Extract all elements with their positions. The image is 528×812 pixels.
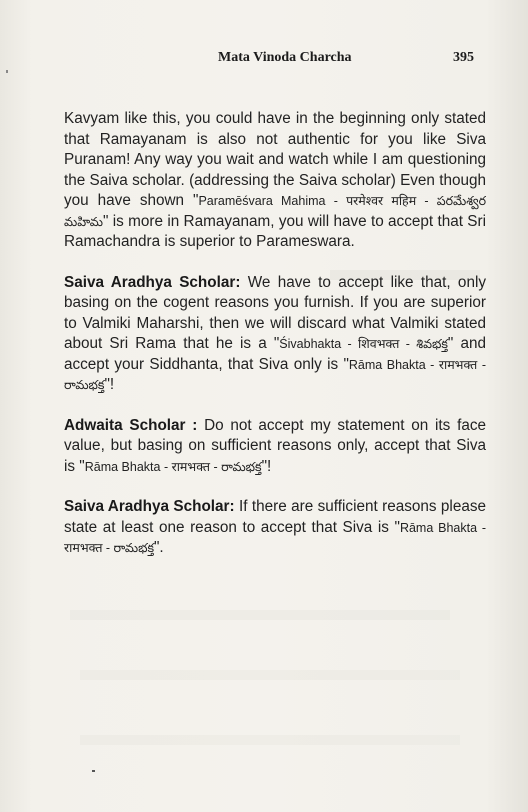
dialogue-paragraph (64, 416, 486, 478)
transliteration: Rāma Bhakta - रामभक्त - రామభక్త (64, 357, 486, 392)
transliteration: Śivabhakta - शिवभक्त - శివభక్త (279, 337, 448, 351)
speaker-label: Saiva Aradhya Scholar: (64, 498, 235, 515)
speaker-label: Saiva Aradhya Scholar: (64, 273, 241, 291)
text-segment: " and accept your Siddhanta, that Siva only is " (64, 335, 487, 373)
text-segment: Do not accept my statement on its face value, but basing on sufficient reasons only, accept that Siva is " (64, 416, 486, 475)
paragraph (64, 109, 486, 253)
transliteration: Rāma Bhakta - रामभक्त - రామభక్త (64, 520, 486, 555)
page-header (0, 50, 528, 70)
text-segment: If there are sufficient reasons please state at least one reason to accept that Siva is " (64, 498, 487, 536)
ink-speck (92, 770, 95, 772)
transliteration: Paramēśvara Mahima - परमेश्वर महिम - పరమేశ్వర మహిమ (64, 194, 486, 229)
text-segment: ". (154, 539, 164, 556)
ink-speck (6, 70, 8, 73)
text-segment: " is more in Ramayanam, you will have to accept that Sri Ramachandra is superior to Parameswara. (64, 212, 486, 250)
page-body (64, 109, 486, 579)
dialogue-paragraph (64, 497, 486, 559)
speaker-label: Adwaita Scholar : (64, 416, 198, 434)
show-through-shadow (70, 610, 450, 620)
text-segment: We have to accept like that, only basing on the cogent reasons you furnish. If you are superior to Valmiki Maharshi, then we will discard what Valmiki stated about Sri Rama that he is a " (64, 273, 486, 352)
dialogue-paragraph (64, 273, 486, 396)
text-segment: "! (104, 376, 115, 393)
show-through-shadow (80, 670, 460, 680)
page-number: 395 (453, 50, 474, 65)
show-through-shadow (80, 735, 460, 745)
text-segment: Kavyam like this, you could have in the beginning only stated that Ramayanam is also not authentic for you like Siva Puranam! Any way you wait and watch while I am questioning the Saiva scholar. (addressing the Saiva scholar) Even though you have shown " (64, 110, 486, 209)
text-segment: "! (261, 457, 272, 475)
transliteration: Rāma Bhakta - रामभक्त - రామభక్త (84, 459, 262, 474)
running-title: Mata Vinoda Charcha (218, 50, 352, 65)
